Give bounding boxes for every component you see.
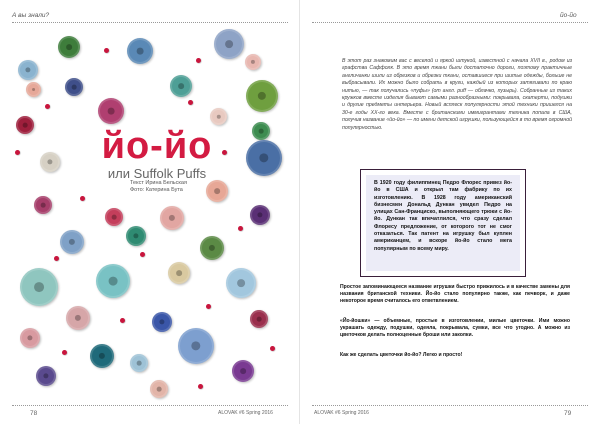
yoyo-flower: [168, 262, 190, 284]
footer-divider: [312, 405, 588, 406]
page-number: 78: [30, 410, 38, 417]
bead: [54, 256, 59, 261]
right-header: йо-йо: [560, 12, 577, 19]
yoyo-flower: [98, 98, 124, 124]
yoyo-flower: [126, 226, 146, 246]
yoyo-flower: [246, 140, 282, 176]
yoyo-flower: [60, 230, 84, 254]
bead: [270, 346, 275, 351]
bead: [198, 384, 203, 389]
credit-text: Текст Ирина Бельская: [130, 180, 187, 186]
bead: [196, 58, 201, 63]
yoyo-flower: [96, 264, 130, 298]
yoyo-flower: [36, 366, 56, 386]
footer-divider: [12, 405, 288, 406]
yoyo-flower: [210, 108, 227, 125]
left-header: А вы знали?: [12, 12, 50, 19]
intro-text: В этот раз знакомим вас с веселой и яркой штукой, известной с начала XVII в., родом из графства Саффолк. В это время ткани были достаточно дороги, поэтому практичные англичанки шили из обрезков и обрезки ткани, оставшиеся при шитье одежды, больше не выбрасывали. Их можно было собрать в круги, каждый из которых затягивали по краю нитью, — так получались «пуфы» (от англ. puff — облачко, пузырь). Собранные из таких кружков вместе изделия бывают самыми разнообразными: покрывала, скатерти, подушки и другие предметы интерьера. Новый всплеск популярности этой техники пришелся на 30-е годы XX-го века. Вместе с британскими иммигрантами техника попала в США, получив название «йо-йо» — по имени детской игрушки, пользующейся в то время огромной популярностью.: [342, 58, 572, 131]
yoyo-flower: [130, 354, 148, 372]
highlight-text: В 1920 году филиппинец Педро Флорес привез йо-йо в США и открыл там фабрику по их изготовлению. В 1928 году американский бизнесмен Дональд Дункан увидел Педро на улицах Сан-Франциско, выполняющего трюки с йо-йо. Дункан так впечатлился, что сразу сделал Флоресу предложение, от которого тот не смог отказаться. Так патент на игрушку был куплен американцем, и вскоре йо-йо стало мега популярным по всему миру.: [366, 175, 520, 271]
bead: [15, 150, 20, 155]
footer-text: ALOVAK #6 Spring 2016: [314, 410, 369, 416]
bead: [120, 318, 125, 323]
yoyo-flower: [58, 36, 80, 58]
bead: [238, 226, 243, 231]
credits: [130, 180, 187, 194]
yoyo-flower: [252, 122, 270, 140]
bead: [206, 304, 211, 309]
bead: [188, 100, 193, 105]
yoyo-flower: [250, 205, 270, 225]
yoyo-flower: [16, 116, 34, 134]
highlight-box: [360, 169, 526, 277]
yoyo-flower: [20, 328, 40, 348]
bead: [80, 196, 85, 201]
yoyo-flower: [214, 29, 244, 59]
bead: [140, 252, 145, 257]
yoyo-flower: [127, 38, 153, 64]
header-divider: [12, 22, 288, 23]
bead: [104, 48, 109, 53]
bead: [62, 350, 67, 355]
yoyo-flower: [18, 60, 38, 80]
yoyo-flower: [150, 380, 168, 398]
yoyo-flower: [40, 152, 60, 172]
credit-photo: Фото: Катерина Бута: [130, 187, 183, 193]
paragraph: «Йо-йошки» — объемные, простые в изготовлении, милые цветочки. Ими можно украшать одежду, подушки, одеяла, покрывала, сумки, все что угодно. А можно из цветочков делать полноценные броши или заколки.: [340, 318, 570, 339]
title-block: [82, 126, 232, 181]
header-divider: [312, 22, 588, 23]
paragraph: Простое запоминающееся название игрушки быстро прижилось и в качестве замены для названия британской техники. Йо-йо стало популярно также, как печворк, и даже некоторое время считалось его ответвлением.: [340, 284, 570, 305]
footer-text: ALOVAK #6 Spring 2016: [218, 410, 273, 416]
page-title: йо-йо: [101, 125, 213, 167]
yoyo-flower: [250, 310, 268, 328]
yoyo-flower: [65, 78, 83, 96]
yoyo-flower: [226, 268, 256, 298]
page-subtitle: или Suffolk Puffs: [107, 166, 207, 181]
yoyo-flower: [26, 82, 41, 97]
yoyo-flower: [34, 196, 52, 214]
yoyo-flower: [66, 306, 90, 330]
yoyo-flower: [232, 360, 254, 382]
yoyo-flower: [20, 268, 58, 306]
yoyo-flower: [160, 206, 184, 230]
yoyo-flower: [105, 208, 123, 226]
yoyo-flower: [245, 54, 261, 70]
bead: [45, 104, 50, 109]
yoyo-flower: [200, 236, 224, 260]
yoyo-flower: [206, 180, 228, 202]
paragraph: Как же сделать цветочки йо-йо? Легко и просто!: [340, 352, 463, 358]
yoyo-flower: [246, 80, 278, 112]
yoyo-flower: [170, 75, 192, 97]
page-number: 79: [564, 410, 572, 417]
yoyo-flower: [178, 328, 214, 364]
yoyo-flower: [90, 344, 114, 368]
yoyo-flower: [152, 312, 172, 332]
right-page: [300, 0, 600, 424]
